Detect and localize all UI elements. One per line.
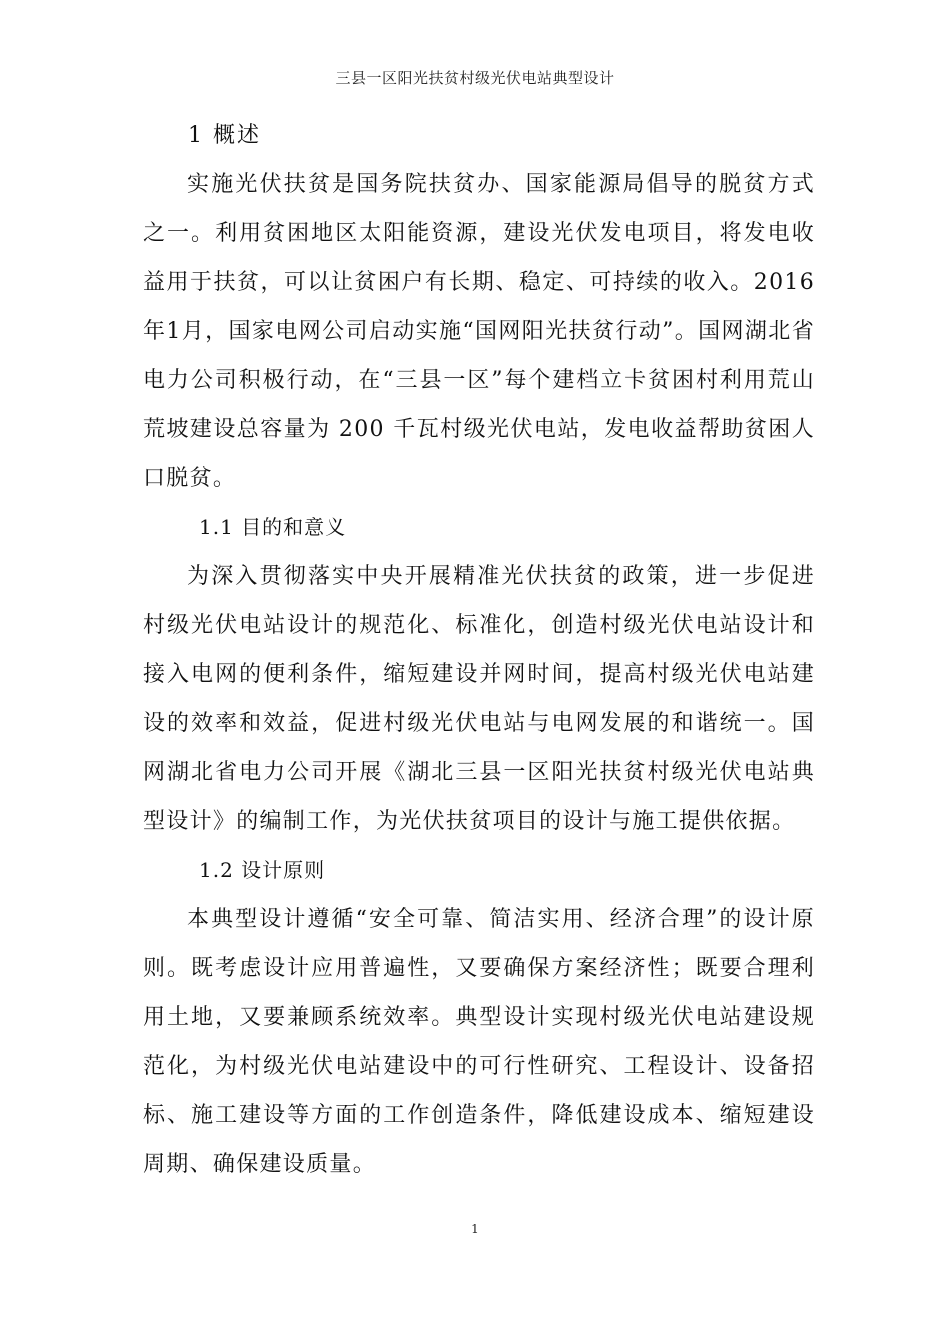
page-number: 1	[471, 1222, 479, 1236]
running-header: 三县一区阳光扶贫村级光伏电站典型设计	[335, 69, 615, 87]
paragraph-purpose: 为深入贯彻落实中央开展精准光伏扶贫的政策，进一步促进村级光伏电站设计的规范化、标准化，创造村级光伏电站设计和接入电网的便利条件，缩短建设并网时间，提高村级光伏电站建设的效率和效益，促进村级光伏电站与电网发展的和谐统一。国网湖北省电力公司开展《湖北三县一区阳光扶贫村级光伏电站典型设计》的编制工作，为光伏扶贫项目的设计与施工提供依据。	[143, 564, 815, 834]
paragraph-overview: 实施光伏扶贫是国务院扶贫办、国家能源局倡导的脱贫方式之一。利用贫困地区太阳能资源，建设光伏发电项目，将发电收益用于扶贫，可以让贫困户有长期、稳定、可持续的收入。2016年1月，国家电网公司启动实施“国网阳光扶贫行动”。国网湖北省电力公司积极行动，在“三县一区”每个建档立卡贫困村利用荒山荒坡建设总容量为 200 千瓦村级光伏电站，发电收益帮助贫困人口脱贫。	[143, 172, 815, 491]
paragraph-principles: 本典型设计遵循“安全可靠、简洁实用、经济合理”的设计原则。既考虑设计应用普遍性，又要确保方案经济性；既要合理利用土地，又要兼顾系统效率。典型设计实现村级光伏电站建设规范化，为村级光伏电站建设中的可行性研究、工程设计、设备招标、施工建设等方面的工作创造条件，降低建设成本、缩短建设周期、确保建设质量。	[143, 907, 815, 1177]
document-body	[143, 112, 815, 1189]
section-heading-purpose: 1.1 目的和意义	[199, 515, 347, 539]
section-heading-principles: 1.2 设计原则	[199, 858, 326, 882]
section-heading-overview: 1 概述	[188, 123, 261, 148]
header-rule	[140, 96, 810, 97]
